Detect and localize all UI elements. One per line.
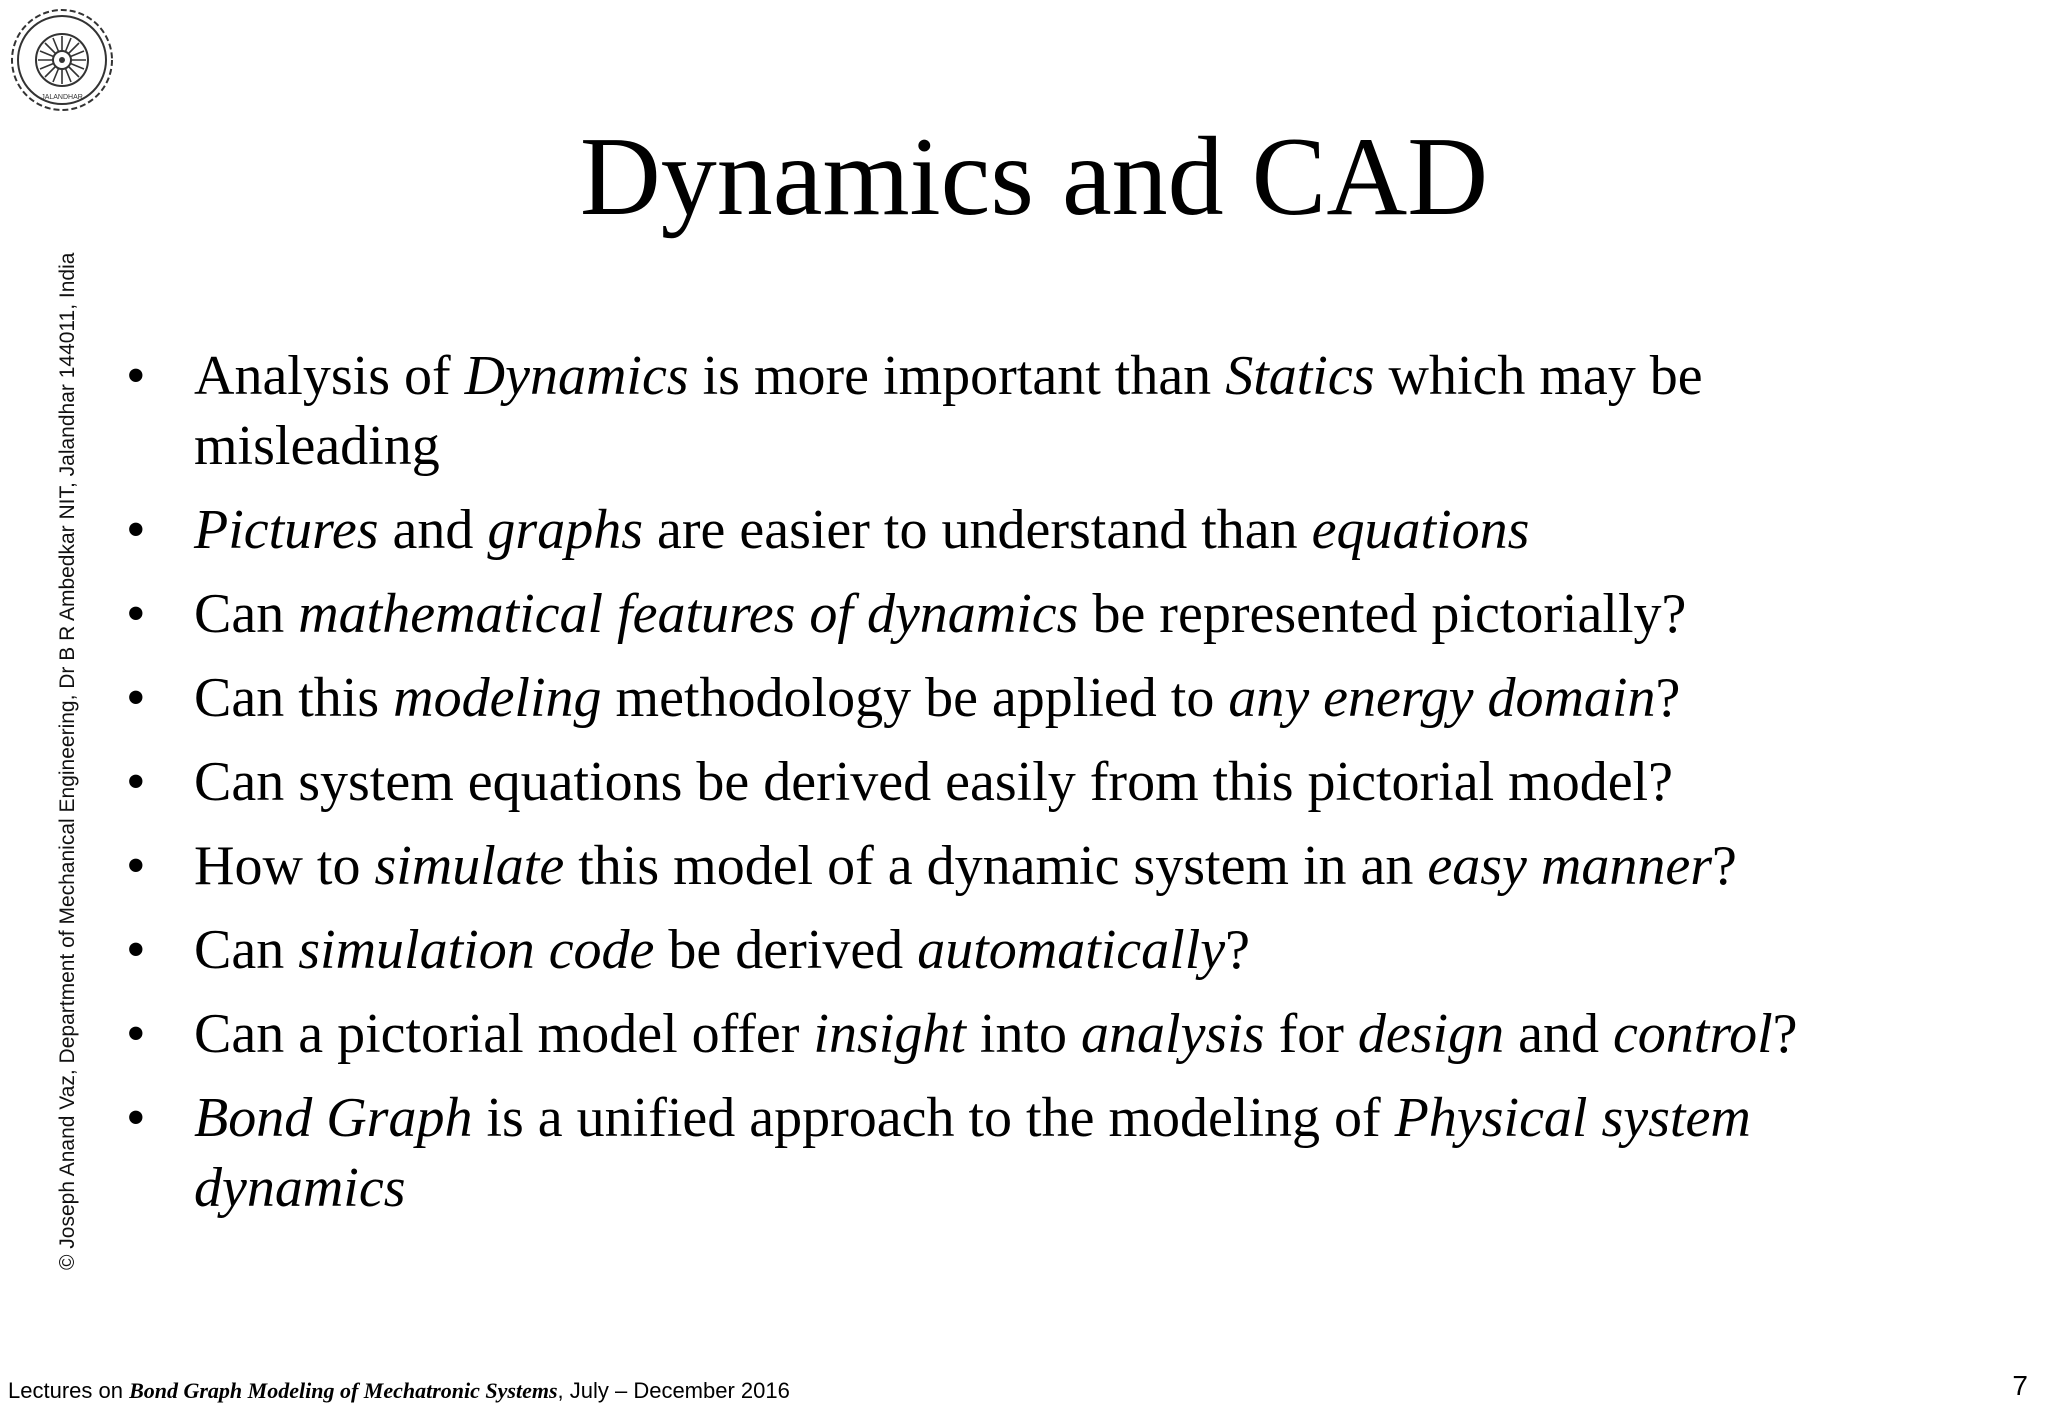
bullet-item — [120, 999, 1950, 1069]
bullet-emphasis-text: Statics — [1225, 345, 1375, 407]
bullet-emphasis-text: Physical system dynamics — [194, 1087, 1751, 1219]
bullet-text: for — [1264, 1003, 1358, 1065]
bullet-text: How to — [194, 835, 375, 897]
bullet-emphasis-text: simulation code — [298, 919, 655, 981]
bullet-item — [120, 341, 1950, 481]
bullet-emphasis-text: mathematical features of dynamics — [298, 583, 1079, 645]
bullet-marker: • — [126, 751, 146, 813]
bullet-emphasis-text: insight — [813, 1003, 966, 1065]
bullet-text: methodology be applied to — [601, 667, 1229, 729]
bullet-marker: • — [126, 1003, 146, 1065]
footer-suffix: , July – December 2016 — [557, 1378, 790, 1403]
bullet-emphasis-text: design — [1357, 1003, 1505, 1065]
bullet-text: into — [965, 1003, 1082, 1065]
bullet-text: be derived — [654, 919, 918, 981]
bullet-text: ? — [1225, 919, 1250, 981]
bullet-text: is a unified approach to the modeling of — [472, 1087, 1395, 1149]
side-credit: © Joseph Anand Vaz, Department of Mechanical Engineering, Dr B R Ambedkar NIT, Jalandhar 144011, India — [56, 252, 79, 1270]
bullet-emphasis-text: equations — [1311, 499, 1530, 561]
bullet-item — [120, 1083, 1950, 1223]
bullet-emphasis-text: simulate — [374, 835, 565, 897]
page-number: 7 — [2012, 1370, 2028, 1401]
bullet-text: Can a pictorial model offer — [194, 1003, 814, 1065]
bullet-text: which may be misleading — [194, 345, 1703, 477]
bullet-text: ? — [1772, 1003, 1798, 1065]
bullet-text: Can this — [194, 667, 394, 729]
bullet-text: Can system equations be derived easily from this pictorial model? — [194, 751, 1673, 813]
bullet-emphasis-text: modeling — [393, 667, 602, 729]
bullet-text: and — [1504, 1003, 1613, 1065]
bullet-text: are easier to understand than — [643, 499, 1312, 561]
seal-city-text: JALANDHAR — [41, 94, 83, 101]
bullet-emphasis-text: Dynamics — [464, 345, 689, 407]
bullet-emphasis-text: graphs — [487, 499, 643, 561]
bullet-text: ? — [1655, 667, 1681, 729]
bullet-emphasis-text: Pictures — [194, 499, 379, 561]
institute-seal-icon — [6, 6, 118, 118]
bullet-emphasis-text: any energy domain — [1228, 667, 1656, 729]
bullet-marker: • — [126, 345, 146, 407]
bullet-item — [120, 831, 1950, 901]
footer-course-title: Bond Graph Modeling of Mechatronic Systems — [129, 1378, 558, 1403]
institute-seal-graphic — [6, 6, 118, 118]
bullet-text: be represented pictorially? — [1078, 583, 1687, 645]
bullet-item — [120, 663, 1950, 733]
bullet-emphasis-text: control — [1612, 1003, 1773, 1065]
bullet-marker: • — [126, 583, 146, 645]
bullet-emphasis-text: easy manner — [1427, 835, 1712, 897]
footer-prefix: Lectures on — [8, 1378, 130, 1403]
bullet-item — [120, 579, 1950, 649]
bullet-marker: • — [126, 1087, 146, 1149]
bullet-list — [120, 341, 1950, 1237]
bullet-text: Can — [194, 583, 299, 645]
bullet-text: ? — [1712, 835, 1737, 897]
bullet-text: Can — [194, 919, 299, 981]
footer — [8, 1378, 790, 1404]
bullet-emphasis-text: analysis — [1081, 1003, 1265, 1065]
bullet-text: Analysis of — [194, 345, 465, 407]
bullet-item — [120, 915, 1950, 985]
bullet-marker: • — [126, 835, 146, 897]
bullet-emphasis-text: automatically — [917, 919, 1226, 981]
slide-title: Dynamics and CAD — [579, 115, 1489, 239]
bullet-marker: • — [126, 499, 146, 561]
bullet-text: this model of a dynamic system in an — [564, 835, 1428, 897]
bullet-text: is more important than — [688, 345, 1226, 407]
bullet-item — [120, 747, 1950, 817]
bullet-emphasis-text: Bond Graph — [194, 1087, 473, 1149]
bullet-item — [120, 495, 1950, 565]
bullet-marker: • — [126, 919, 146, 981]
bullet-marker: • — [126, 667, 146, 729]
bullet-text: and — [378, 499, 488, 561]
